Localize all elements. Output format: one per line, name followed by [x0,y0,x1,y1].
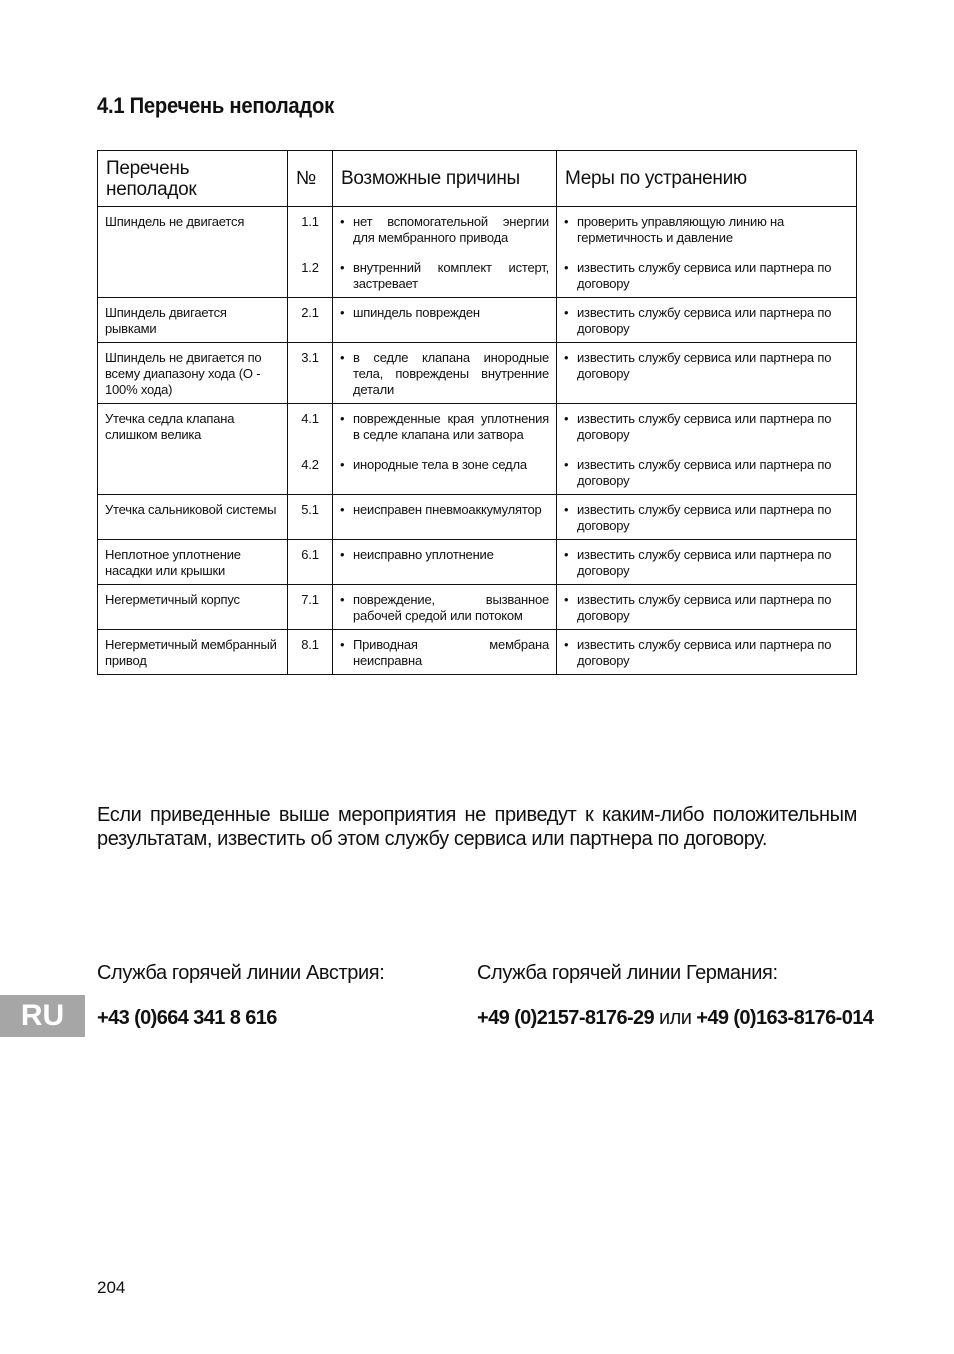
remedy-text: известить службу сервиса или партнера по договору [577,502,832,533]
header-causes: Возможные причины [333,151,557,207]
number-cell [288,404,333,495]
fault-cell: Неплотное уплотнение насадки или крышки [98,540,288,585]
table-row [98,343,857,404]
cause-text: неисправно уплотнение [353,547,494,562]
remedy-entry [564,305,849,337]
number-cell [288,343,333,404]
fault-cell: Негерметичный корпус [98,585,288,630]
num-entry: 6.1 [301,547,319,562]
remedy-entry [564,502,849,534]
cause-entry [340,260,549,292]
remedy-cell [557,630,857,675]
table-row [98,298,857,343]
hotline-germany-or: или [659,1007,692,1029]
remedy-text: известить службу сервиса или партнера по договору [577,305,832,336]
fault-cell: Шпиндель двигается рывками [98,298,288,343]
table-header-row [98,151,857,207]
fault-cell: Утечка сальниковой системы [98,495,288,540]
cause-text: внутренний комплект истерт, застревает [353,260,549,291]
hotline-austria-phone: +43 (0)664 341 8 616 [97,1007,277,1029]
hotline-austria [97,962,384,1030]
remedy-entry [564,637,849,669]
bullet-icon: • [564,502,569,517]
hotline-germany-phone-1: +49 (0)2157-8176-29 [477,1007,655,1029]
remedy-cell [557,585,857,630]
remedy-cell [557,495,857,540]
number-cell [288,298,333,343]
table-row [98,207,857,298]
bullet-icon: • [340,411,345,426]
table-row [98,630,857,675]
cause-text: инородные тела в зоне седла [353,457,527,472]
remedy-entry [564,457,849,489]
remedy-entry [564,411,849,443]
cause-entry [340,305,549,337]
num-entry: 5.1 [301,502,319,517]
bullet-icon: • [564,411,569,426]
cause-cell [333,207,557,298]
cause-entry [340,637,549,669]
bullet-icon: • [564,457,569,472]
fault-cell: Негерметичный мембранный привод [98,630,288,675]
cause-cell [333,585,557,630]
bullet-icon: • [340,547,345,562]
remedy-text: проверить управляющую линию на герметичность и давление [577,214,785,245]
remedy-entry [564,592,849,624]
cause-cell [333,495,557,540]
bullet-icon: • [340,214,345,229]
page-title: 4.1 Перечень неполадок [97,93,334,118]
hotline-germany-phones [477,1007,873,1030]
header-faults: Перечень неполадок [98,151,288,207]
remedy-entry [564,214,849,246]
cause-text: в седле клапана инородные тела, повреждены внутренние детали [353,350,549,397]
bullet-icon: • [564,592,569,607]
cause-entry [340,350,549,398]
hotline-germany-label: Служба горячей линии Германия: [477,962,778,984]
num-entry: 3.1 [301,350,319,365]
number-cell [288,585,333,630]
hotline-germany [477,962,873,1030]
cause-cell [333,540,557,585]
bullet-icon: • [340,502,345,517]
hotline-austria-label: Служба горячей линии Австрия: [97,962,385,984]
remedy-entry [564,260,849,292]
bullet-icon: • [564,260,569,275]
remedy-text: известить службу сервиса или партнера по договору [577,260,832,291]
num-entry: 2.1 [301,305,319,320]
num-entry: 8.1 [301,637,319,652]
bullet-icon: • [340,350,345,365]
remedy-text: известить службу сервиса или партнера по договору [577,547,832,578]
number-cell [288,495,333,540]
bullet-icon: • [340,260,345,275]
remedy-cell [557,298,857,343]
bullet-icon: • [564,547,569,562]
cause-cell [333,404,557,495]
bullet-icon: • [340,457,345,472]
bullet-icon: • [564,214,569,229]
remedy-cell [557,207,857,298]
page-number: 204 [97,1278,126,1297]
table-row [98,404,857,495]
number-cell [288,207,333,298]
remedy-text: известить службу сервиса или партнера по договору [577,457,832,488]
cause-text: Приводная мембрана неисправна [353,637,549,668]
remedy-cell [557,404,857,495]
remedy-text: известить службу сервиса или партнера по договору [577,592,832,623]
table-row [98,495,857,540]
cause-text: поврежденные края уплотнения в седле клапана или затвора [353,411,549,442]
bullet-icon: • [340,592,345,607]
cause-entry [340,547,549,579]
cause-text: повреждение, вызванное рабочей средой или потоком [353,592,549,623]
bullet-icon: • [564,350,569,365]
table-row [98,540,857,585]
remedy-text: известить службу сервиса или партнера по договору [577,350,832,381]
fault-cell: Шпиндель не двигается по всему диапазону хода (О - 100% хода) [98,343,288,404]
support-note: Если приведенные выше мероприятия не приведут к каким-либо положительным результатам, известить об этом службу сервиса или партнера по договору. [97,804,857,850]
cause-entry [340,214,549,246]
fault-cell: Утечка седла клапана слишком велика [98,404,288,495]
num-entry: 4.1 [301,411,319,426]
cause-entry [340,592,549,624]
cause-cell [333,630,557,675]
cause-entry [340,411,549,443]
table-row [98,585,857,630]
header-remedies: Меры по устранению [557,151,857,207]
remedy-entry [564,350,849,382]
cause-cell [333,343,557,404]
cause-entry [340,502,549,534]
language-tab: RU [0,995,85,1037]
num-entry: 1.1 [301,214,319,229]
number-cell [288,540,333,585]
cause-text: неисправен пневмоаккумулятор [353,502,542,517]
fault-cell: Шпиндель не двигается [98,207,288,298]
bullet-icon: • [564,305,569,320]
hotline-germany-phone-2: +49 (0)163-8176-014 [696,1007,874,1029]
cause-cell [333,298,557,343]
fault-table-body [98,207,857,675]
remedy-text: известить службу сервиса или партнера по договору [577,411,832,442]
num-entry: 7.1 [301,592,319,607]
remedy-cell [557,540,857,585]
remedy-cell [557,343,857,404]
cause-text: нет вспомогательной энергии для мембранного привода [353,214,549,245]
remedy-text: известить службу сервиса или партнера по договору [577,637,832,668]
bullet-icon: • [340,305,345,320]
fault-table [97,150,857,675]
num-entry: 4.2 [301,457,319,472]
cause-text: шпиндель поврежден [353,305,480,320]
remedy-entry [564,547,849,579]
header-number: № [288,151,333,207]
bullet-icon: • [340,637,345,652]
cause-entry [340,457,549,489]
bullet-icon: • [564,637,569,652]
number-cell [288,630,333,675]
num-entry: 1.2 [301,260,319,275]
